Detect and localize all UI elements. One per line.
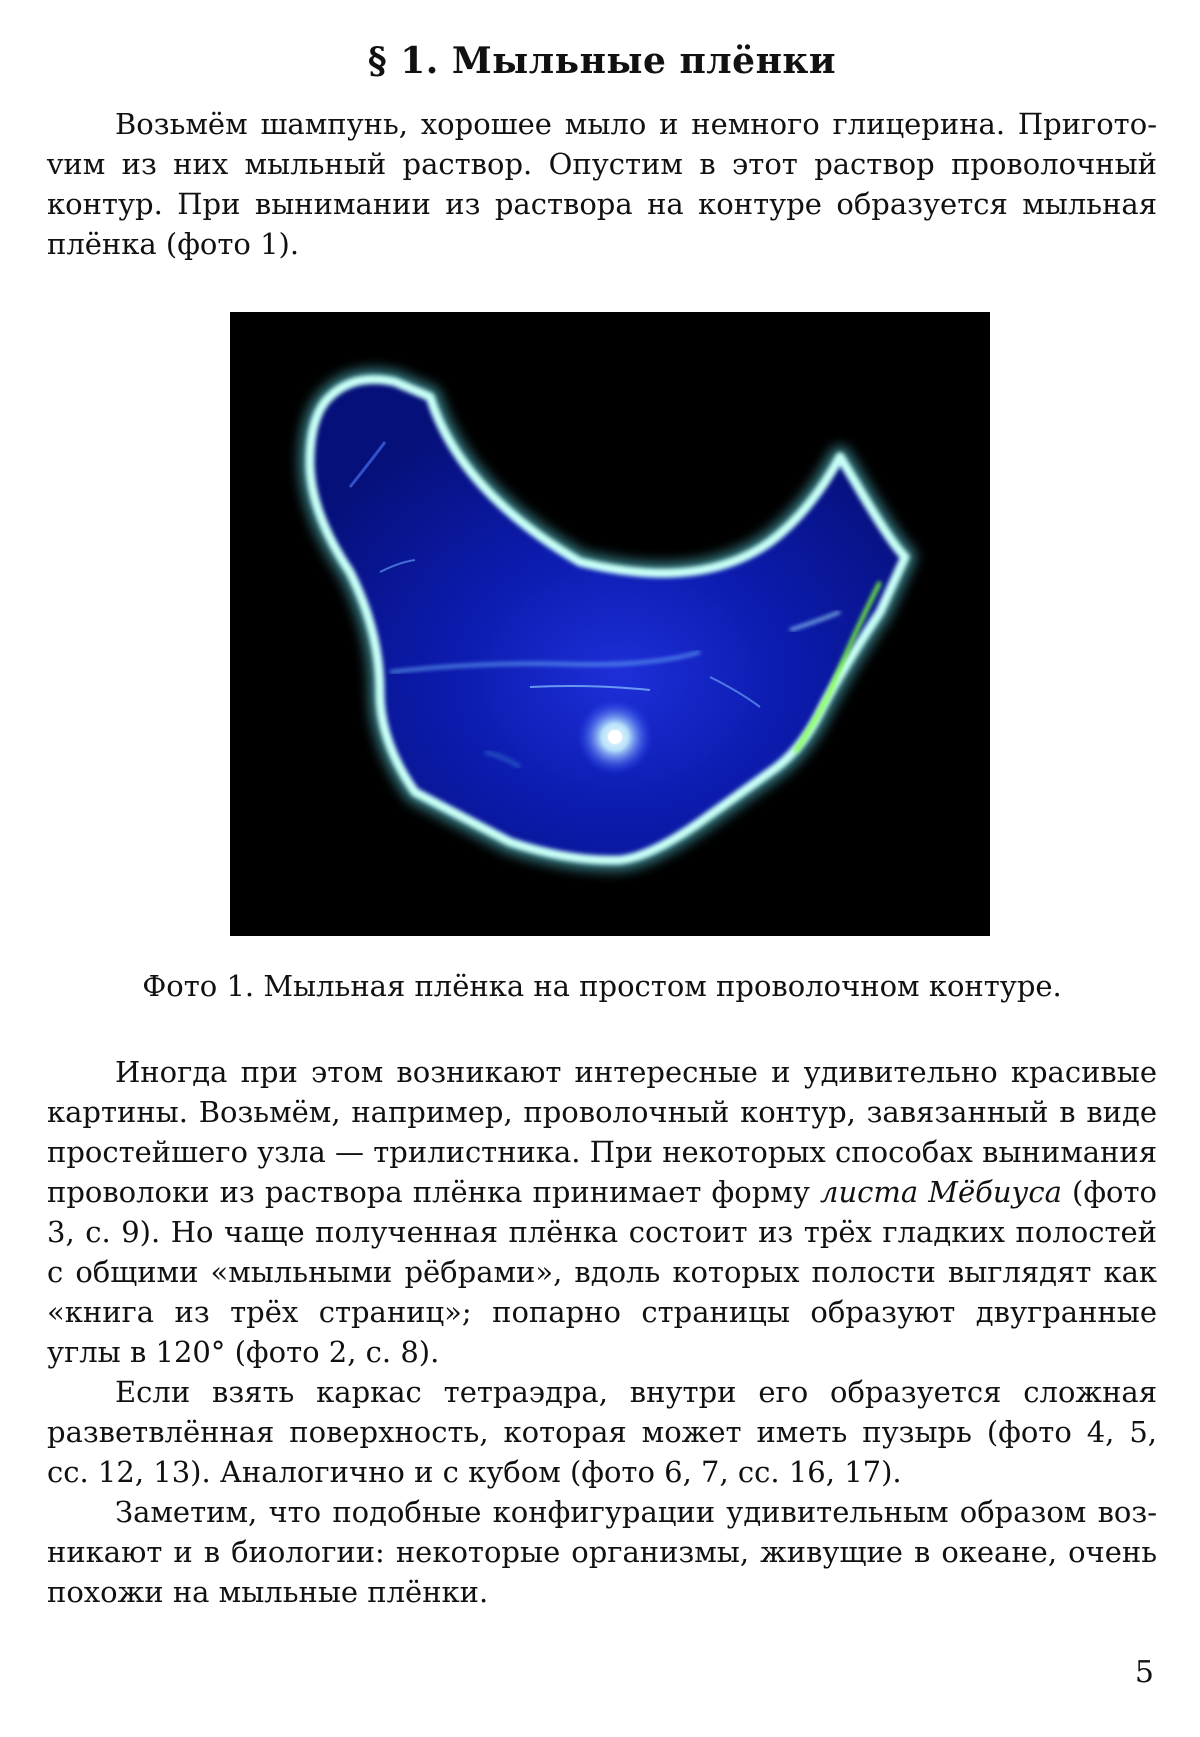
- paragraph-trefoil: [47, 1052, 1157, 1372]
- mobius-term: листа Мёбиуса: [820, 1175, 1062, 1209]
- paragraph-intro: Возьмём шампунь, хорошее мыло и немного глицерина. Приготоvим из них мыльный раствор. Опустим в этот раствор проволочный контур. При вынимании из раствора на контуре образуется мыльная плёнка (фото 1).: [47, 107, 1157, 261]
- soap-film-photo: [230, 312, 990, 936]
- paragraph-tetrahedron: Если взять каркас тетраэдра, внутри его образуется сложная разветвлённая поверхность, которая может иметь пузырь (фото 4, 5, сс. 12, 13). Аналогично и с кубом (фото 6, 7, сс. 16, 17).: [47, 1375, 1157, 1489]
- page-number: 5: [1134, 1655, 1154, 1690]
- paragraph-biology: Заметим, что подобные конфигурации удивительным образом возникают и в биологии: некоторые организмы, живущие в океане, очень похожи на мыльные плёнки.: [47, 1495, 1157, 1609]
- paragraph-trefoil-text-1: Иногда при этом возникают интересные и удивительно красивые картины. Возьмём, например, проволочный контур, завязанный в виде простейшего узла — трилистника. При некоторых способах вынимания проволоки из раствора плёнка принимает форму: [47, 1055, 1157, 1209]
- paragraph-trefoil-text-2: (фото 3, с. 9). Но чаще полученная плёнка состоит из трёх гладких полостей с общими «мыльными рёбрами», вдоль которых полости выглядят как «книга из трёх страниц»; попарно страницы образуют двугранные углы в 120° (фото 2, с. 8).: [47, 1175, 1157, 1369]
- photo-1: [230, 312, 990, 936]
- page-content: [47, 40, 1157, 1612]
- section-title: § 1. Мыльные плёнки: [367, 40, 837, 82]
- photo-caption: Фото 1. Мыльная плёнка на простом проволочном контуре.: [142, 969, 1062, 1003]
